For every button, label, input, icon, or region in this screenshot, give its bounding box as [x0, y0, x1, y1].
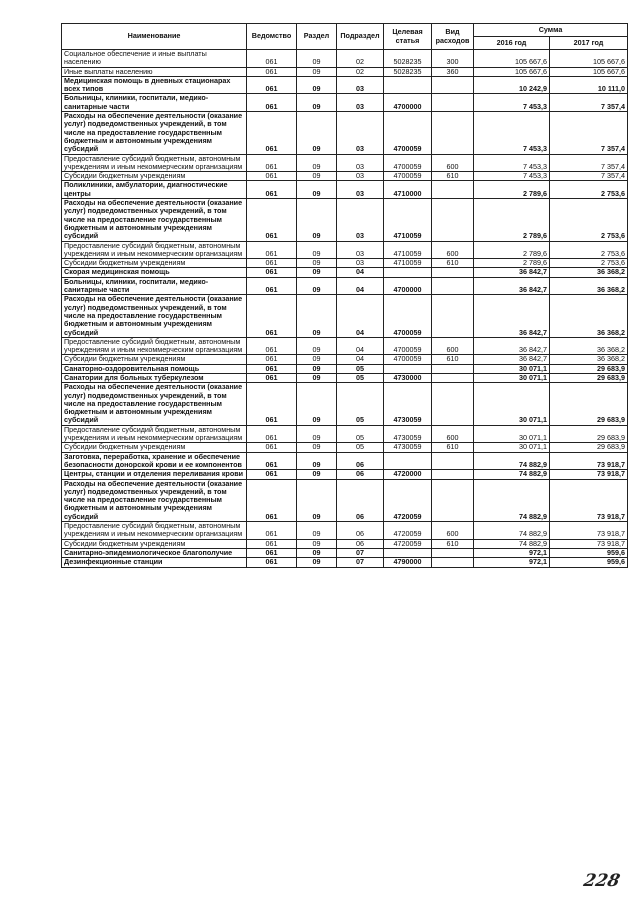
- cell-ved: 061: [247, 470, 297, 479]
- cell-sum-2017: 36 368,2: [550, 268, 628, 277]
- budget-table: [61, 23, 628, 568]
- table-row: [62, 470, 628, 479]
- cell-razdel: 09: [297, 558, 337, 567]
- cell-sum-2016: 972,1: [474, 548, 550, 557]
- cell-sum-2017: 2 753,6: [550, 181, 628, 199]
- cell-cel-statya: 5028235: [384, 50, 432, 68]
- cell-ved: 061: [247, 259, 297, 268]
- cell-name: Поликлиники, амбулатории, диагностические центры: [62, 181, 247, 199]
- cell-ved: 061: [247, 94, 297, 112]
- cell-sum-2016: 105 667,6: [474, 67, 550, 76]
- cell-sum-2017: 7 357,4: [550, 172, 628, 181]
- table-row: [62, 199, 628, 241]
- table-row: [62, 76, 628, 94]
- cell-podrazdel: 05: [337, 364, 384, 373]
- cell-name: Расходы на обеспечение деятельности (оказание услуг) подведомственных учреждений, в том числе на предоставление государственным бюджетным и автономным учреждениям субсидий: [62, 383, 247, 425]
- cell-name: Иные выплаты населению: [62, 67, 247, 76]
- cell-sum-2016: 7 453,3: [474, 94, 550, 112]
- cell-sum-2017: 959,6: [550, 558, 628, 567]
- cell-vid-rashodov: [432, 452, 474, 470]
- cell-vid-rashodov: [432, 112, 474, 154]
- cell-podrazdel: 03: [337, 199, 384, 241]
- table-row: [62, 443, 628, 452]
- cell-sum-2016: 2 789,6: [474, 241, 550, 259]
- cell-sum-2017: 2 753,6: [550, 241, 628, 259]
- cell-podrazdel: 04: [337, 295, 384, 337]
- table-row: [62, 268, 628, 277]
- cell-sum-2016: 74 882,9: [474, 479, 550, 521]
- table-row: [62, 181, 628, 199]
- cell-sum-2017: 7 357,4: [550, 94, 628, 112]
- cell-razdel: 09: [297, 364, 337, 373]
- cell-sum-2017: 73 918,7: [550, 479, 628, 521]
- table-row: [62, 112, 628, 154]
- cell-cel-statya: 4730000: [384, 373, 432, 382]
- cell-sum-2017: 10 111,0: [550, 76, 628, 94]
- cell-cel-statya: 4710059: [384, 199, 432, 241]
- cell-cel-statya: 4710059: [384, 259, 432, 268]
- cell-sum-2017: 105 667,6: [550, 50, 628, 68]
- cell-ved: 061: [247, 181, 297, 199]
- table-row: [62, 67, 628, 76]
- table-row: [62, 50, 628, 68]
- cell-name: Предоставление субсидий бюджетным, автономным учреждениям и иным некоммерческим организациям: [62, 337, 247, 355]
- cell-vid-rashodov: 610: [432, 172, 474, 181]
- table-row: [62, 277, 628, 295]
- cell-cel-statya: [384, 76, 432, 94]
- cell-podrazdel: 03: [337, 112, 384, 154]
- cell-sum-2016: 7 453,3: [474, 172, 550, 181]
- cell-ved: 061: [247, 67, 297, 76]
- cell-name: Предоставление субсидий бюджетным, автономным учреждениям и иным некоммерческим организациям: [62, 154, 247, 172]
- cell-vid-rashodov: [432, 277, 474, 295]
- cell-sum-2016: 7 453,3: [474, 112, 550, 154]
- cell-podrazdel: 02: [337, 67, 384, 76]
- cell-ved: 061: [247, 112, 297, 154]
- cell-sum-2017: 29 683,9: [550, 373, 628, 382]
- cell-sum-2017: 36 368,2: [550, 355, 628, 364]
- cell-ved: 061: [247, 443, 297, 452]
- cell-sum-2017: 7 357,4: [550, 112, 628, 154]
- header-ved: Ведомство: [247, 24, 297, 50]
- header-vid-rashodov: Вид расходов: [432, 24, 474, 50]
- cell-podrazdel: 03: [337, 181, 384, 199]
- cell-vid-rashodov: [432, 383, 474, 425]
- cell-ved: 061: [247, 295, 297, 337]
- cell-sum-2016: 36 842,7: [474, 295, 550, 337]
- cell-name: Заготовка, переработка, хранение и обеспечение безопасности донорской крови и ее компонентов: [62, 452, 247, 470]
- cell-name: Санитарно-эпидемиологическое благополучие: [62, 548, 247, 557]
- cell-podrazdel: 03: [337, 172, 384, 181]
- table-row: [62, 154, 628, 172]
- cell-vid-rashodov: [432, 364, 474, 373]
- cell-podrazdel: 03: [337, 259, 384, 268]
- cell-podrazdel: 05: [337, 383, 384, 425]
- cell-razdel: 09: [297, 154, 337, 172]
- cell-cel-statya: 4720059: [384, 539, 432, 548]
- cell-vid-rashodov: [432, 470, 474, 479]
- cell-sum-2016: 36 842,7: [474, 355, 550, 364]
- table-row: [62, 383, 628, 425]
- cell-vid-rashodov: [432, 181, 474, 199]
- cell-podrazdel: 04: [337, 277, 384, 295]
- cell-podrazdel: 02: [337, 50, 384, 68]
- cell-razdel: 09: [297, 268, 337, 277]
- cell-podrazdel: 03: [337, 94, 384, 112]
- cell-vid-rashodov: 600: [432, 154, 474, 172]
- cell-razdel: 09: [297, 241, 337, 259]
- cell-podrazdel: 06: [337, 539, 384, 548]
- cell-podrazdel: 06: [337, 522, 384, 540]
- cell-ved: 061: [247, 337, 297, 355]
- cell-sum-2016: 2 789,6: [474, 181, 550, 199]
- cell-vid-rashodov: 600: [432, 522, 474, 540]
- cell-ved: 061: [247, 199, 297, 241]
- cell-sum-2017: 73 918,7: [550, 522, 628, 540]
- cell-name: Расходы на обеспечение деятельности (оказание услуг) подведомственных учреждений, в том числе на предоставление государственным бюджетным и автономным учреждениям субсидий: [62, 295, 247, 337]
- cell-razdel: 09: [297, 94, 337, 112]
- cell-sum-2017: 2 753,6: [550, 259, 628, 268]
- cell-sum-2016: 30 071,1: [474, 383, 550, 425]
- cell-cel-statya: 4700059: [384, 295, 432, 337]
- cell-podrazdel: 03: [337, 241, 384, 259]
- cell-razdel: 09: [297, 295, 337, 337]
- cell-name: Предоставление субсидий бюджетным, автономным учреждениям и иным некоммерческим организациям: [62, 241, 247, 259]
- cell-cel-statya: 4700059: [384, 154, 432, 172]
- cell-name: Центры, станции и отделения переливания крови: [62, 470, 247, 479]
- cell-ved: 061: [247, 355, 297, 364]
- cell-ved: 061: [247, 522, 297, 540]
- table-row: [62, 94, 628, 112]
- cell-podrazdel: 03: [337, 76, 384, 94]
- cell-name: Санатории для больных туберкулезом: [62, 373, 247, 382]
- cell-vid-rashodov: 600: [432, 425, 474, 443]
- cell-razdel: 09: [297, 199, 337, 241]
- cell-sum-2017: 29 683,9: [550, 425, 628, 443]
- cell-cel-statya: 4700000: [384, 277, 432, 295]
- cell-vid-rashodov: [432, 268, 474, 277]
- cell-ved: 061: [247, 241, 297, 259]
- cell-podrazdel: 04: [337, 337, 384, 355]
- cell-razdel: 09: [297, 50, 337, 68]
- header-2017: 2017 год: [550, 37, 628, 50]
- cell-sum-2017: 105 667,6: [550, 67, 628, 76]
- header-name: Наименование: [62, 24, 247, 50]
- cell-ved: 061: [247, 268, 297, 277]
- cell-name: Субсидии бюджетным учреждениям: [62, 172, 247, 181]
- cell-podrazdel: 04: [337, 268, 384, 277]
- cell-sum-2016: 74 882,9: [474, 539, 550, 548]
- cell-name: Санаторно-оздоровительная помощь: [62, 364, 247, 373]
- cell-cel-statya: 4710000: [384, 181, 432, 199]
- cell-cel-statya: 4700000: [384, 94, 432, 112]
- cell-podrazdel: 06: [337, 470, 384, 479]
- cell-podrazdel: 04: [337, 355, 384, 364]
- cell-sum-2017: 29 683,9: [550, 383, 628, 425]
- table-row: [62, 241, 628, 259]
- cell-vid-rashodov: 610: [432, 355, 474, 364]
- cell-name: Социальное обеспечение и иные выплаты населению: [62, 50, 247, 68]
- cell-cel-statya: 4790000: [384, 558, 432, 567]
- cell-cel-statya: 4720059: [384, 522, 432, 540]
- cell-vid-rashodov: [432, 479, 474, 521]
- cell-podrazdel: 05: [337, 425, 384, 443]
- cell-ved: 061: [247, 76, 297, 94]
- table-row: [62, 337, 628, 355]
- cell-razdel: 09: [297, 277, 337, 295]
- cell-sum-2017: 7 357,4: [550, 154, 628, 172]
- table-body: [62, 50, 628, 568]
- cell-razdel: 09: [297, 479, 337, 521]
- header-podrazdel: Подраздел: [337, 24, 384, 50]
- cell-ved: 061: [247, 548, 297, 557]
- cell-sum-2017: 959,6: [550, 548, 628, 557]
- cell-name: Скорая медицинская помощь: [62, 268, 247, 277]
- cell-vid-rashodov: 600: [432, 241, 474, 259]
- cell-razdel: 09: [297, 373, 337, 382]
- cell-vid-rashodov: [432, 199, 474, 241]
- cell-vid-rashodov: 610: [432, 259, 474, 268]
- header-summa: Сумма: [474, 24, 628, 37]
- cell-vid-rashodov: 600: [432, 337, 474, 355]
- cell-name: Субсидии бюджетным учреждениям: [62, 259, 247, 268]
- cell-name: Расходы на обеспечение деятельности (оказание услуг) подведомственных учреждений, в том числе на предоставление государственным бюджетным и автономным учреждениям субсидий: [62, 199, 247, 241]
- cell-cel-statya: 4730059: [384, 443, 432, 452]
- table-row: [62, 425, 628, 443]
- cell-vid-rashodov: [432, 94, 474, 112]
- cell-vid-rashodov: [432, 373, 474, 382]
- cell-razdel: 09: [297, 548, 337, 557]
- cell-cel-statya: 4700059: [384, 112, 432, 154]
- cell-sum-2017: 36 368,2: [550, 295, 628, 337]
- table-row: [62, 295, 628, 337]
- cell-name: Предоставление субсидий бюджетным, автономным учреждениям и иным некоммерческим организациям: [62, 522, 247, 540]
- cell-sum-2016: 7 453,3: [474, 154, 550, 172]
- cell-name: Субсидии бюджетным учреждениям: [62, 539, 247, 548]
- cell-cel-statya: 4730059: [384, 425, 432, 443]
- cell-ved: 061: [247, 479, 297, 521]
- cell-ved: 061: [247, 154, 297, 172]
- cell-vid-rashodov: 610: [432, 539, 474, 548]
- cell-cel-statya: 4700059: [384, 172, 432, 181]
- cell-razdel: 09: [297, 522, 337, 540]
- cell-razdel: 09: [297, 443, 337, 452]
- table-row: [62, 355, 628, 364]
- table-row: [62, 479, 628, 521]
- cell-name: Предоставление субсидий бюджетным, автономным учреждениям и иным некоммерческим организациям: [62, 425, 247, 443]
- table-row: [62, 522, 628, 540]
- cell-sum-2016: 36 842,7: [474, 268, 550, 277]
- cell-razdel: 09: [297, 112, 337, 154]
- cell-cel-statya: [384, 452, 432, 470]
- cell-razdel: 09: [297, 452, 337, 470]
- cell-cel-statya: 4710059: [384, 241, 432, 259]
- cell-ved: 061: [247, 373, 297, 382]
- header-cel-statya: Целевая статья: [384, 24, 432, 50]
- cell-razdel: 09: [297, 172, 337, 181]
- cell-razdel: 09: [297, 470, 337, 479]
- header-razdel: Раздел: [297, 24, 337, 50]
- cell-name: Субсидии бюджетным учреждениям: [62, 355, 247, 364]
- cell-cel-statya: 4700059: [384, 355, 432, 364]
- cell-sum-2016: 74 882,9: [474, 452, 550, 470]
- cell-cel-statya: 4720059: [384, 479, 432, 521]
- cell-ved: 061: [247, 383, 297, 425]
- cell-ved: 061: [247, 558, 297, 567]
- cell-razdel: 09: [297, 355, 337, 364]
- cell-vid-rashodov: [432, 548, 474, 557]
- cell-ved: 061: [247, 277, 297, 295]
- cell-podrazdel: 06: [337, 479, 384, 521]
- page-number: 228: [581, 871, 622, 891]
- cell-sum-2017: 73 918,7: [550, 470, 628, 479]
- cell-sum-2017: 2 753,6: [550, 199, 628, 241]
- cell-podrazdel: 06: [337, 452, 384, 470]
- cell-sum-2016: 74 882,9: [474, 522, 550, 540]
- cell-name: Расходы на обеспечение деятельности (оказание услуг) подведомственных учреждений, в том числе на предоставление государственным бюджетным и автономным учреждениям субсидий: [62, 112, 247, 154]
- cell-sum-2017: 73 918,7: [550, 452, 628, 470]
- cell-razdel: 09: [297, 67, 337, 76]
- cell-razdel: 09: [297, 539, 337, 548]
- cell-sum-2016: 30 071,1: [474, 364, 550, 373]
- cell-podrazdel: 03: [337, 154, 384, 172]
- cell-cel-statya: 4720000: [384, 470, 432, 479]
- cell-podrazdel: 05: [337, 373, 384, 382]
- cell-ved: 061: [247, 364, 297, 373]
- cell-cel-statya: 5028235: [384, 67, 432, 76]
- cell-sum-2016: 105 667,6: [474, 50, 550, 68]
- cell-razdel: 09: [297, 259, 337, 268]
- cell-sum-2017: 29 683,9: [550, 443, 628, 452]
- cell-name: Субсидии бюджетным учреждениям: [62, 443, 247, 452]
- cell-sum-2016: 30 071,1: [474, 443, 550, 452]
- cell-ved: 061: [247, 50, 297, 68]
- cell-vid-rashodov: [432, 295, 474, 337]
- cell-sum-2017: 73 918,7: [550, 539, 628, 548]
- cell-ved: 061: [247, 172, 297, 181]
- cell-sum-2016: 10 242,9: [474, 76, 550, 94]
- cell-cel-statya: 4700059: [384, 337, 432, 355]
- cell-razdel: 09: [297, 425, 337, 443]
- cell-podrazdel: 07: [337, 548, 384, 557]
- cell-sum-2017: 36 368,2: [550, 277, 628, 295]
- cell-name: Дезинфекционные станции: [62, 558, 247, 567]
- cell-ved: 061: [247, 539, 297, 548]
- cell-cel-statya: 4730059: [384, 383, 432, 425]
- cell-razdel: 09: [297, 181, 337, 199]
- cell-sum-2016: 30 071,1: [474, 425, 550, 443]
- cell-vid-rashodov: 360: [432, 67, 474, 76]
- header-2016: 2016 год: [474, 37, 550, 50]
- cell-razdel: 09: [297, 383, 337, 425]
- cell-podrazdel: 05: [337, 443, 384, 452]
- cell-razdel: 09: [297, 76, 337, 94]
- cell-sum-2016: 972,1: [474, 558, 550, 567]
- cell-name: Расходы на обеспечение деятельности (оказание услуг) подведомственных учреждений, в том числе на предоставление государственным бюджетным и автономным учреждениям субсидий: [62, 479, 247, 521]
- table-row: [62, 558, 628, 567]
- cell-name: Больницы, клиники, госпитали, медико-санитарные части: [62, 277, 247, 295]
- cell-vid-rashodov: 610: [432, 443, 474, 452]
- cell-name: Больницы, клиники, госпитали, медико-санитарные части: [62, 94, 247, 112]
- cell-vid-rashodov: 300: [432, 50, 474, 68]
- cell-razdel: 09: [297, 337, 337, 355]
- cell-cel-statya: [384, 268, 432, 277]
- cell-name: Медицинская помощь в дневных стационарах всех типов: [62, 76, 247, 94]
- cell-sum-2017: 29 683,9: [550, 364, 628, 373]
- cell-sum-2016: 2 789,6: [474, 259, 550, 268]
- cell-sum-2016: 30 071,1: [474, 373, 550, 382]
- cell-sum-2016: 36 842,7: [474, 337, 550, 355]
- cell-vid-rashodov: [432, 558, 474, 567]
- cell-sum-2017: 36 368,2: [550, 337, 628, 355]
- table-row: [62, 452, 628, 470]
- cell-sum-2016: 74 882,9: [474, 470, 550, 479]
- cell-ved: 061: [247, 452, 297, 470]
- cell-podrazdel: 07: [337, 558, 384, 567]
- cell-vid-rashodov: [432, 76, 474, 94]
- cell-sum-2016: 36 842,7: [474, 277, 550, 295]
- cell-sum-2016: 2 789,6: [474, 199, 550, 241]
- cell-ved: 061: [247, 425, 297, 443]
